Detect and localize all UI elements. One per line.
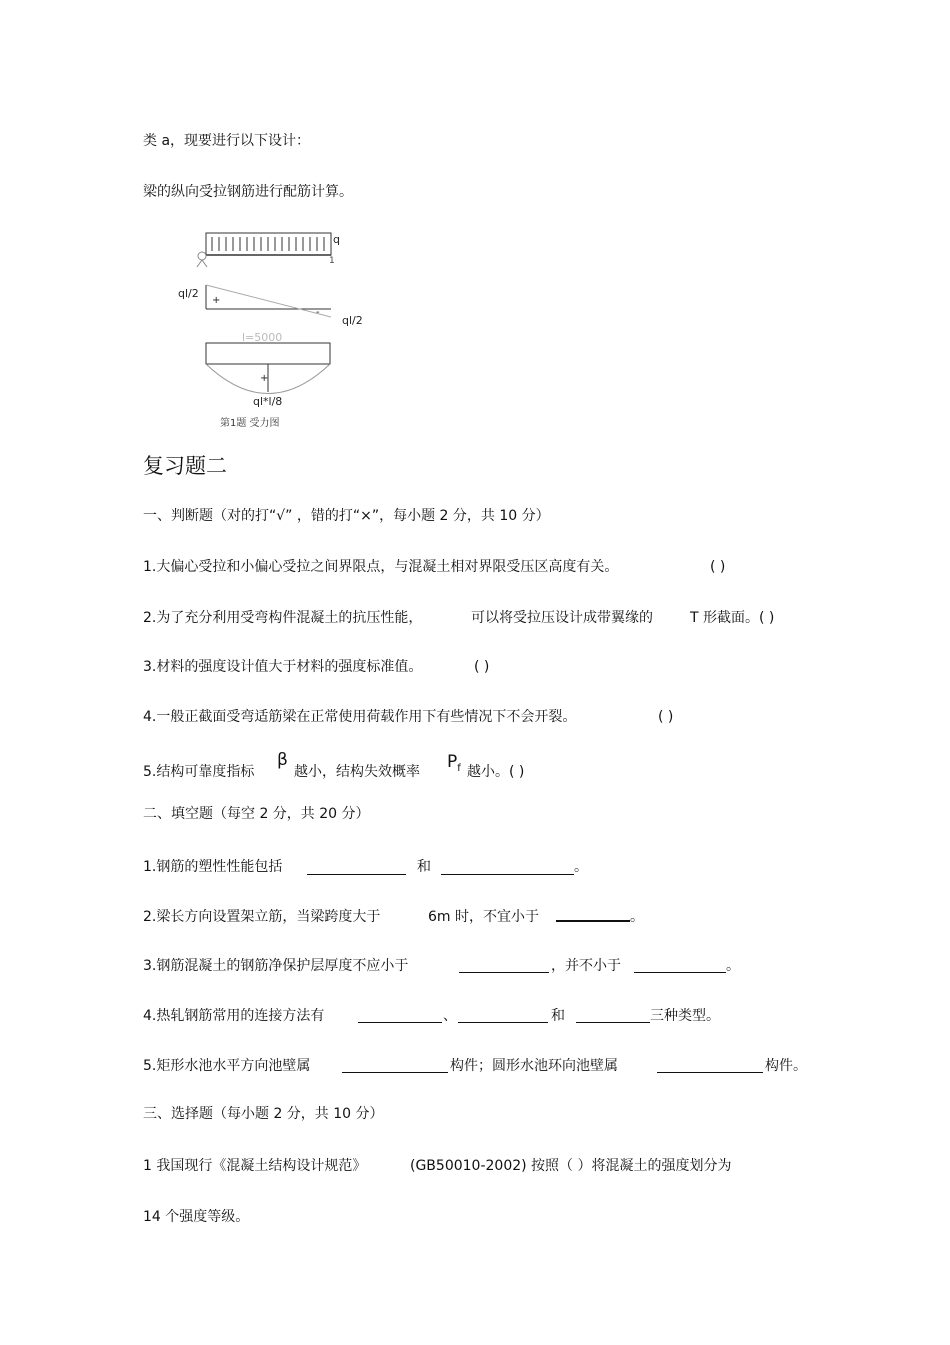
moment-label: ql*l/8 bbox=[253, 395, 283, 408]
fill-question-2c: 。 bbox=[630, 909, 644, 925]
fill-blank-5-2[interactable] bbox=[657, 1058, 763, 1073]
moment-plus: + bbox=[260, 373, 269, 384]
tf-question-5b: 越小，结构失效概率 bbox=[294, 764, 420, 780]
force-diagram bbox=[170, 225, 380, 435]
tf-answer-paren-3: ( ) bbox=[474, 659, 490, 675]
tf-question-1: 1.大偏心受拉和小偏心受拉之间界限点，与混凝土相对界限受压区高度有关。 bbox=[143, 559, 619, 575]
fill-blank-4-3[interactable] bbox=[576, 1008, 650, 1023]
span-label: l=5000 bbox=[242, 331, 283, 344]
fill-question-1c: 。 bbox=[574, 859, 588, 875]
figure-caption: 第1题 受力图 bbox=[220, 418, 280, 429]
fill-question-3a: 3.钢筋混凝土的钢筋净保护层厚度不应小于 bbox=[143, 958, 409, 974]
beam-load bbox=[206, 233, 331, 255]
part2-heading: 二、填空题（每空 2 分，共 20 分） bbox=[143, 806, 370, 822]
part3-heading: 三、选择题（每小题 2 分，共 10 分） bbox=[143, 1106, 384, 1122]
fill-question-3c: 。 bbox=[726, 958, 740, 974]
shear-right-label: ql/2 bbox=[342, 314, 363, 327]
fill-question-4b: 、 bbox=[443, 1008, 457, 1024]
shear-minus: - bbox=[316, 307, 320, 318]
fill-question-4a: 4.热轧钢筋常用的连接方法有 bbox=[143, 1008, 325, 1024]
load-label: q bbox=[333, 233, 340, 246]
fill-question-4d: 三种类型。 bbox=[650, 1008, 720, 1024]
tf-question-2c: T 形截面。( ) bbox=[690, 610, 775, 626]
fill-question-5b: 构件；圆形水池环向池壁属 bbox=[450, 1058, 618, 1074]
tf-question-5c: 越小。( ) bbox=[467, 764, 525, 780]
pf-symbol-p: P bbox=[447, 752, 458, 772]
fill-question-5c: 构件。 bbox=[765, 1058, 807, 1074]
fill-question-2b: 6m 时，不宜小于 bbox=[428, 909, 539, 925]
pf-symbol-sub: f bbox=[457, 763, 461, 774]
tf-question-2b: 可以将受拉压设计成带翼缘的 bbox=[471, 610, 653, 626]
fill-blank-4-2[interactable] bbox=[458, 1008, 548, 1023]
pin-support-icon bbox=[197, 252, 207, 267]
fill-blank-2-1[interactable] bbox=[556, 906, 630, 922]
fill-blank-1-1[interactable] bbox=[307, 860, 406, 875]
fill-question-1b: 和 bbox=[417, 859, 431, 875]
fill-question-4c: 和 bbox=[551, 1008, 565, 1024]
choice-question-1b: (GB50010-2002) 按照（ ）将混凝土的强度划分为 bbox=[410, 1158, 732, 1174]
tf-question-5a: 5.结构可靠度指标 bbox=[143, 764, 255, 780]
shear-diagram bbox=[206, 285, 331, 317]
tf-answer-paren-1: ( ) bbox=[710, 559, 726, 575]
pf-symbol bbox=[447, 752, 461, 772]
fill-question-2a: 2.梁长方向设置架立筋，当梁跨度大于 bbox=[143, 909, 381, 925]
section-title: 复习题二 bbox=[143, 454, 227, 478]
beta-symbol: β bbox=[277, 750, 288, 770]
tf-question-2a: 2.为了充分利用受弯构件混凝土的抗压性能， bbox=[143, 610, 423, 626]
tf-question-4: 4.一般正截面受弯适筋梁在正常使用荷载作用下有些情况下不会开裂。 bbox=[143, 709, 577, 725]
intro-line-2: 梁的纵向受拉钢筋进行配筋计算。 bbox=[143, 184, 353, 200]
moment-diagram bbox=[206, 343, 330, 394]
fill-question-5a: 5.矩形水池水平方向池壁属 bbox=[143, 1058, 311, 1074]
roller-support-mark: 1 bbox=[329, 256, 335, 266]
choice-question-1a: 1 我国现行《混凝土结构设计规范》 bbox=[143, 1158, 367, 1174]
shear-left-label: ql/2 bbox=[178, 287, 199, 300]
choice-question-1c: 14 个强度等级。 bbox=[143, 1209, 250, 1225]
fill-blank-3-2[interactable] bbox=[634, 958, 726, 973]
fill-blank-1-2[interactable] bbox=[441, 860, 574, 875]
fill-question-1a: 1.钢筋的塑性性能包括 bbox=[143, 859, 283, 875]
fill-blank-4-1[interactable] bbox=[358, 1008, 442, 1023]
intro-line-1: 类 a，现要进行以下设计： bbox=[143, 133, 311, 149]
part1-heading: 一、判断题（对的打“√” ，错的打“×”，每小题 2 分，共 10 分） bbox=[143, 508, 550, 524]
tf-answer-paren-4: ( ) bbox=[658, 709, 674, 725]
shear-plus: + bbox=[212, 295, 221, 306]
fill-question-3b: ，并不小于 bbox=[551, 958, 621, 974]
fill-blank-3-1[interactable] bbox=[459, 958, 549, 973]
fill-blank-5-1[interactable] bbox=[342, 1058, 448, 1073]
tf-question-3: 3.材料的强度设计值大于材料的强度标准值。 bbox=[143, 659, 423, 675]
